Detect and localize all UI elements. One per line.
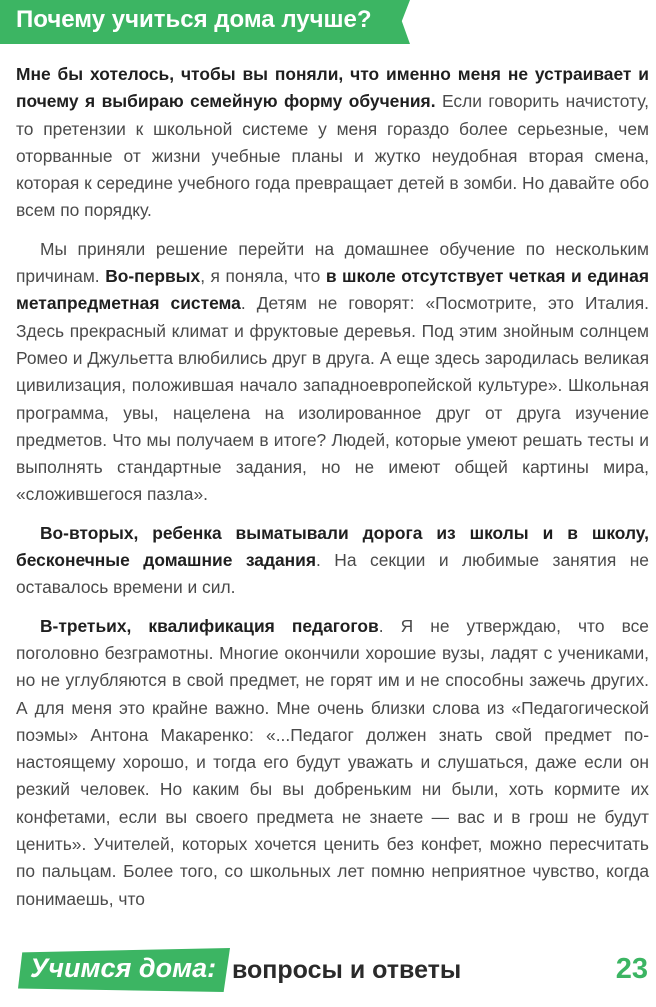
paragraph-reasons-bold-1: Во-первых bbox=[105, 266, 201, 287]
paragraph-second bbox=[16, 520, 649, 602]
paragraph-reasons-text-2: , я поняла, что bbox=[200, 266, 326, 287]
series-title-rest: вопросы и ответы bbox=[232, 956, 462, 984]
paragraph-third-text: . Я не утверждаю, что все поголовно безграмотны. Многие окончили хорошие вузы, ладят с учениками, но не углубляются в свой предмет, не горят им и не способны зажечь других. А для меня это крайне важно. Мне очень близки слова из «Педагогической поэмы» Антона Макаренко: «...Педагог должен знать свой предмет по-настоящему хорошо, и тогда его будут уважать и слушаться, даже если он резкий человек. Но каким бы вы добреньким ни были, хоть кормите их конфетами, если вы своего предмета не знаете — вас и в грош не будут ценить». Учителей, которых хочется ценить без конфет, можно пересчитать по пальцам. Более того, со школьных лет помню неприятное чувство, когда понимаешь, что bbox=[16, 615, 649, 909]
page-number: 23 bbox=[615, 953, 648, 985]
paragraph-intro bbox=[16, 61, 649, 225]
paragraph-third bbox=[16, 613, 649, 913]
paragraph-second-bold: Во-вторых, ребенка выматывали дорога из школы и в школу, бесконечные домашние задания bbox=[16, 522, 649, 571]
series-title-italic: Учимся дома: bbox=[30, 953, 217, 983]
body-text bbox=[16, 61, 649, 924]
section-title: Почему учиться дома лучше? bbox=[16, 6, 372, 33]
paragraph-second-text: . На секции и любимые занятия не оставалось времени и сил. bbox=[16, 550, 649, 598]
paragraph-intro-text: Если говорить начистоту, то претензии к школьной системе у меня гораздо более серьезные, чем оторванные от жизни учебные планы и жутко неудобная вторая смена, которая к середине учебного года превращает детей в зомби. Но давайте обо всем по порядку. bbox=[16, 91, 649, 221]
paragraph-third-bold: В-третьих, квалификация педагогов bbox=[40, 615, 379, 636]
paragraph-reasons-bold-2: в школе отсутствует четкая и единая метапредметная система bbox=[16, 266, 649, 314]
paragraph-reasons bbox=[16, 236, 649, 509]
paragraph-reasons-text-3: . Детям не говорят: «Посмотрите, это Италия. Здесь прекрасный климат и фруктовые деревья. Под этим знойным солнцем Ромео и Джульетта влюбились друг в друга. А еще здесь зародилась великая цивилизация, положившая начало западноевропейской культуре». Школьная программа, увы, нацелена на изолированное друг от друга изучение предметов. Что мы получаем в итоге? Людей, которые умеют решать тесты и выполнять стандартные задания, но не имеют общей картины мира, «сложившегося пазла». bbox=[16, 293, 649, 505]
paragraph-intro-bold: Мне бы хотелось, чтобы вы поняли, что именно меня не устраивает и почему я выбираю семейную форму обучения. bbox=[16, 64, 649, 112]
paragraph-reasons-text-1: Мы приняли решение перейти на домашнее обучение по нескольким причинам. bbox=[16, 238, 649, 287]
